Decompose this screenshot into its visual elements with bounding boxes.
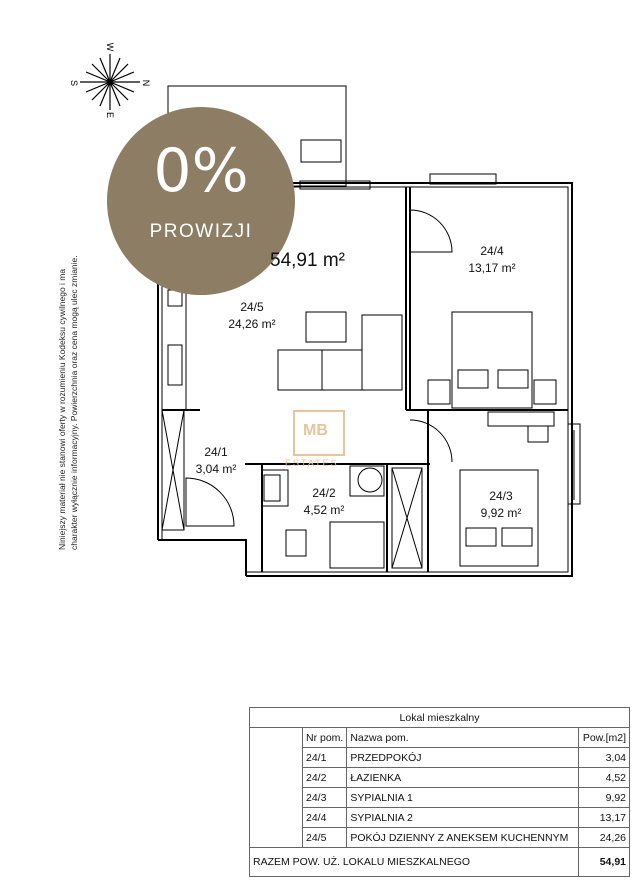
room-label-24-5: 24/5 24,26 m² bbox=[228, 300, 276, 331]
table-total-label: RAZEM POW. UŻ. LOKALU MIESZKALNEGO bbox=[250, 848, 579, 877]
room-label-24-1: 24/1 3,04 m² bbox=[195, 445, 237, 476]
table-row: 24/5 POKÓJ DZIENNY Z ANEKSEM KUCHENNYM 24,26 bbox=[250, 828, 630, 848]
compass-s-label: S bbox=[69, 79, 79, 87]
room-label-24-2: 24/2 4,52 m² bbox=[303, 486, 345, 517]
table-header-nr: Nr pom. bbox=[303, 728, 347, 748]
table-header-name: Nazwa pom. bbox=[347, 728, 579, 748]
area-table bbox=[249, 707, 630, 877]
company-logo-sub: ESTATES bbox=[285, 458, 339, 468]
badge-word: PROWIZJI bbox=[149, 221, 253, 242]
disclaimer-text: Niniejszy materiał nie stanowi oferty w rozumieniu Kodeksu cywilnego i ma charakter wyłącznie informacyjny. Powierzchnia oraz cena mogą ulec zmianie. bbox=[57, 255, 79, 550]
commission-badge bbox=[107, 107, 295, 295]
table-header-area: Pow.[m2] bbox=[579, 728, 630, 748]
room-label-24-3: 24/3 9,92 m² bbox=[480, 489, 522, 520]
table-row: 24/3 SYPIALNIA 1 9,92 bbox=[250, 788, 630, 808]
badge-percent: 0% bbox=[153, 136, 249, 206]
table-row: 24/4 SYPIALNIA 2 13,17 bbox=[250, 808, 630, 828]
room-label-24-4: 24/4 13,17 m² bbox=[468, 244, 516, 275]
compass-n-label: N bbox=[141, 79, 151, 87]
table-total-value: 54,91 bbox=[579, 848, 630, 877]
company-logo: MB bbox=[293, 410, 345, 456]
table-total-row bbox=[250, 848, 630, 877]
compass-e-label: E bbox=[105, 111, 115, 119]
compass-w-label: W bbox=[105, 42, 115, 52]
compass-rose-icon bbox=[80, 54, 140, 110]
table-row: 24/1 PRZEDPOKÓJ 3,04 bbox=[250, 748, 630, 768]
table-title: Lokal mieszkalny bbox=[250, 708, 630, 728]
total-area-label: 54,91 m² bbox=[270, 250, 345, 271]
table-row: 24/2 ŁAZIENKA 4,52 bbox=[250, 768, 630, 788]
